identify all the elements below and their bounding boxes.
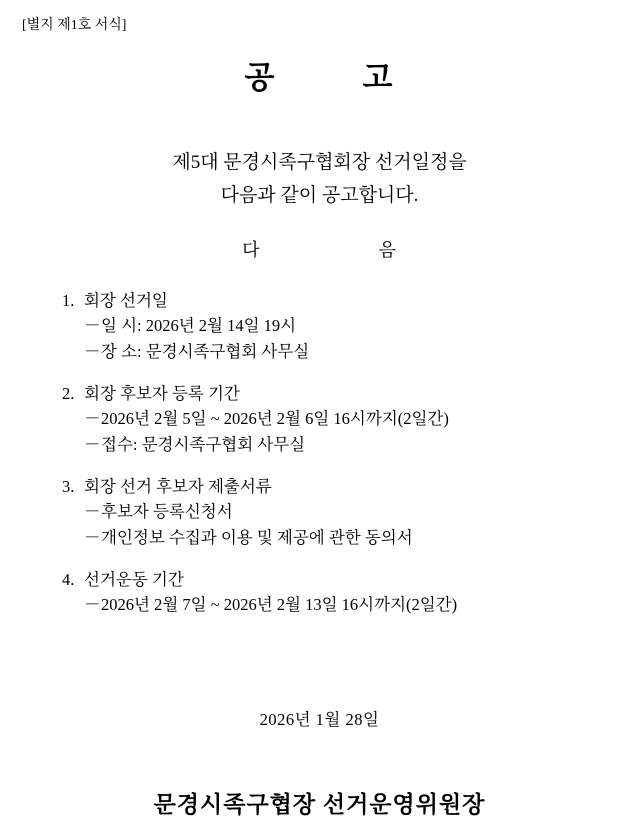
page-title-char-2: 고 <box>362 60 395 95</box>
dash-icon: － <box>84 502 101 521</box>
section-1-item-1 <box>84 313 592 339</box>
page-title-char-1: 공 <box>244 60 277 95</box>
section-2-number: 2. <box>62 384 75 403</box>
dash-icon: － <box>84 409 101 428</box>
section-4 <box>62 567 592 618</box>
section-2-item-1-text: 2026년 2월 5일 ~ 2026년 2월 6일 16시까지(2일간) <box>101 409 449 428</box>
intro-line-1: 제5대 문경시족구협회장 선거일정을 <box>172 152 467 173</box>
section-3 <box>62 474 592 551</box>
section-4-item-1-text: 2026년 2월 7일 ~ 2026년 2월 13일 16시까지(2일간) <box>101 595 458 614</box>
dash-icon: － <box>84 342 101 361</box>
section-1-item-2-text: 장 소: 문경시족구협회 사무실 <box>101 342 310 361</box>
section-4-item-1 <box>84 592 592 618</box>
dash-icon: － <box>84 528 101 547</box>
section-3-item-2 <box>84 525 592 551</box>
section-2-title: 회장 후보자 등록 기간 <box>84 384 240 403</box>
section-4-title: 선거운동 기간 <box>84 570 184 589</box>
section-2-item-2 <box>84 432 592 458</box>
section-3-item-1-text: 후보자 등록신청서 <box>101 502 233 521</box>
section-2-heading <box>62 381 592 406</box>
form-tag: [별지 제1호 서식] <box>22 18 127 33</box>
body-list <box>62 288 592 634</box>
daum-char-1: 다 <box>242 240 261 260</box>
section-1-heading <box>62 288 592 313</box>
section-1-title: 회장 선거일 <box>84 291 168 310</box>
section-4-heading <box>62 567 592 592</box>
section-3-item-1 <box>84 499 592 525</box>
section-1-item-1-text: 일 시: 2026년 2월 14일 19시 <box>101 316 297 335</box>
section-2 <box>62 381 592 458</box>
section-1-item-2 <box>84 339 592 365</box>
section-4-number: 4. <box>62 570 75 589</box>
page-title <box>0 52 639 97</box>
dash-icon: － <box>84 435 101 454</box>
intro-line-2: 다음과 같이 공고합니다. <box>220 185 419 206</box>
section-3-title: 회장 선거 후보자 제출서류 <box>84 477 272 496</box>
section-3-heading <box>62 474 592 499</box>
section-2-item-1 <box>84 406 592 432</box>
daum-header <box>0 236 639 262</box>
intro-paragraph <box>0 146 639 212</box>
issue-date: 2026년 1월 28일 <box>259 710 380 729</box>
signature-line: 문경시족구협장 선거운영위원장 <box>153 792 486 817</box>
section-1-number: 1. <box>62 291 75 310</box>
dash-icon: － <box>84 316 101 335</box>
section-1 <box>62 288 592 365</box>
section-3-number: 3. <box>62 477 75 496</box>
section-2-item-2-text: 접수: 문경시족구협회 사무실 <box>101 435 306 454</box>
daum-char-2: 음 <box>378 240 397 260</box>
section-3-item-2-text: 개인정보 수집과 이용 및 제공에 관한 동의서 <box>101 528 413 547</box>
dash-icon: － <box>84 595 101 614</box>
